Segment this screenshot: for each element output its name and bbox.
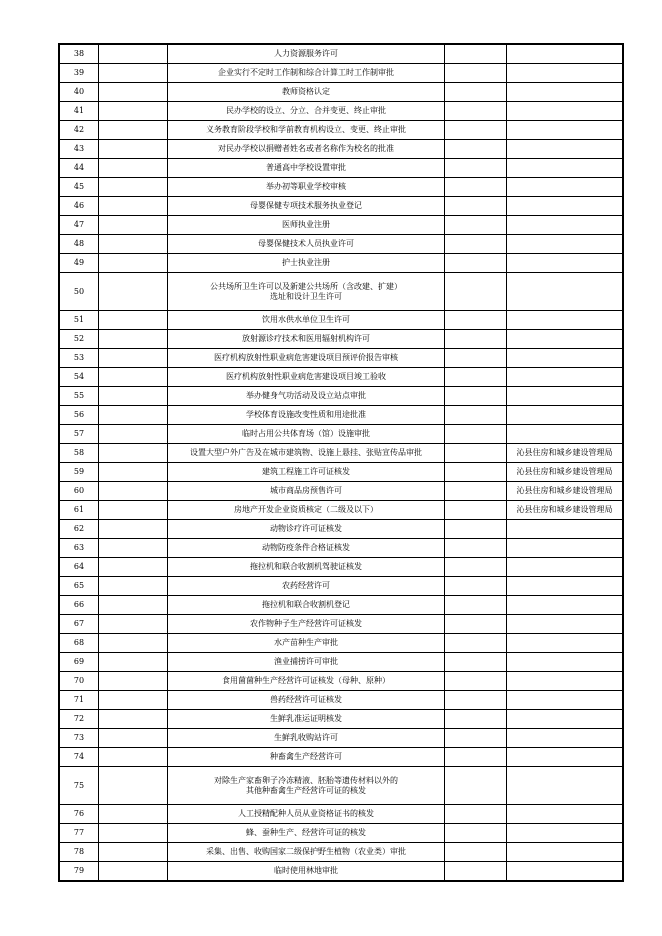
item-name-cell	[168, 178, 445, 197]
blank-cell	[99, 406, 168, 425]
approval-items-table	[58, 43, 624, 882]
blank-cell	[99, 672, 168, 691]
department-cell	[507, 368, 624, 387]
blank-cell	[99, 862, 168, 882]
item-name-cell	[168, 501, 445, 520]
department-cell	[507, 653, 624, 672]
item-name-line: 教师资格认定	[282, 87, 330, 96]
row-number: 74	[59, 748, 99, 767]
blank-cell	[99, 349, 168, 368]
item-name-cell	[168, 368, 445, 387]
blank-cell	[99, 330, 168, 349]
blank-cell	[445, 235, 507, 254]
table-row	[59, 349, 623, 368]
item-name-line: 人工授精配种人员从业资格证书的核发	[238, 809, 374, 818]
blank-cell	[99, 748, 168, 767]
item-name-line: 临时占用公共体育场（馆）设施审批	[242, 429, 370, 438]
blank-cell	[445, 767, 507, 805]
item-name-line: 农作物种子生产经营许可证核发	[250, 619, 362, 628]
row-number: 40	[59, 83, 99, 102]
row-number: 57	[59, 425, 99, 444]
table-row	[59, 463, 623, 482]
blank-cell	[99, 44, 168, 64]
table-row	[59, 710, 623, 729]
item-name-line: 民办学校的设立、分立、合并变更、终止审批	[226, 106, 386, 115]
item-name-line: 拖拉机和联合收割机登记	[262, 600, 350, 609]
blank-cell	[445, 83, 507, 102]
department-cell	[507, 805, 624, 824]
item-name-line: 举办初等职业学校审核	[266, 182, 346, 191]
blank-cell	[445, 691, 507, 710]
row-number: 79	[59, 862, 99, 882]
item-name-cell	[168, 140, 445, 159]
blank-cell	[99, 216, 168, 235]
item-name-cell	[168, 159, 445, 178]
row-number: 66	[59, 596, 99, 615]
item-name-line: 公共场所卫生许可以及新建公共场所（含改建、扩建）	[210, 281, 402, 291]
department-cell	[507, 254, 624, 273]
row-number: 53	[59, 349, 99, 368]
blank-cell	[445, 520, 507, 539]
table-row	[59, 311, 623, 330]
table-row	[59, 368, 623, 387]
blank-cell	[99, 653, 168, 672]
table-row	[59, 387, 623, 406]
row-number: 50	[59, 273, 99, 311]
department-cell	[507, 862, 624, 882]
table-row	[59, 520, 623, 539]
department-cell	[507, 197, 624, 216]
row-number: 49	[59, 254, 99, 273]
row-number: 54	[59, 368, 99, 387]
row-number: 46	[59, 197, 99, 216]
blank-cell	[445, 44, 507, 64]
department-cell	[507, 216, 624, 235]
item-name-line: 拖拉机和联合收割机驾驶证核发	[250, 562, 362, 571]
item-name-line: 蜂、蚕种生产、经营许可证的核发	[246, 828, 366, 837]
blank-cell	[99, 425, 168, 444]
table-row	[59, 254, 623, 273]
table-row	[59, 539, 623, 558]
blank-cell	[99, 444, 168, 463]
table-row	[59, 862, 623, 882]
row-number: 69	[59, 653, 99, 672]
blank-cell	[445, 577, 507, 596]
item-name-line: 学校体育设施改变性质和用途批准	[246, 410, 366, 419]
row-number: 61	[59, 501, 99, 520]
blank-cell	[99, 463, 168, 482]
table-row	[59, 140, 623, 159]
blank-cell	[99, 102, 168, 121]
blank-cell	[99, 805, 168, 824]
department-cell	[507, 824, 624, 843]
department-cell	[507, 767, 624, 805]
blank-cell	[445, 273, 507, 311]
table-row	[59, 748, 623, 767]
blank-cell	[99, 501, 168, 520]
table-row	[59, 102, 623, 121]
item-name-line: 医疗机构放射性职业病危害建设项目竣工验收	[226, 372, 386, 381]
row-number: 73	[59, 729, 99, 748]
item-name-cell	[168, 273, 445, 311]
blank-cell	[445, 558, 507, 577]
row-number: 76	[59, 805, 99, 824]
table-row	[59, 501, 623, 520]
row-number: 41	[59, 102, 99, 121]
item-name-line: 设置大型户外广告及在城市建筑物、设施上悬挂、张贴宣传品审批	[190, 448, 422, 457]
table-row	[59, 197, 623, 216]
blank-cell	[99, 482, 168, 501]
department-cell	[507, 615, 624, 634]
table-row	[59, 406, 623, 425]
blank-cell	[99, 64, 168, 83]
blank-cell	[99, 520, 168, 539]
department-cell	[507, 159, 624, 178]
blank-cell	[99, 767, 168, 805]
row-number: 65	[59, 577, 99, 596]
row-number: 55	[59, 387, 99, 406]
blank-cell	[99, 254, 168, 273]
item-name-cell	[168, 102, 445, 121]
table-row	[59, 216, 623, 235]
blank-cell	[445, 216, 507, 235]
item-name-cell	[168, 216, 445, 235]
blank-cell	[99, 558, 168, 577]
row-number: 59	[59, 463, 99, 482]
item-name-line: 房地产开发企业资质核定（二级及以下）	[234, 505, 378, 514]
item-name-line: 动物诊疗许可证核发	[270, 524, 342, 533]
item-name-line: 对民办学校以捐赠者姓名或者名称作为校名的批准	[218, 144, 394, 153]
blank-cell	[99, 710, 168, 729]
row-number: 56	[59, 406, 99, 425]
item-name-cell	[168, 767, 445, 805]
item-name-cell	[168, 330, 445, 349]
blank-cell	[445, 121, 507, 140]
table-row	[59, 634, 623, 653]
table-row	[59, 64, 623, 83]
blank-cell	[99, 140, 168, 159]
table-row	[59, 767, 623, 805]
blank-cell	[445, 824, 507, 843]
department-cell: 沁县住房和城乡建设管理局	[507, 501, 624, 520]
item-name-line: 城市商品房预售许可	[270, 486, 342, 495]
item-name-line: 生鲜乳收购站许可	[274, 733, 338, 742]
row-number: 60	[59, 482, 99, 501]
item-name-line: 企业实行不定时工作制和综合计算工时工作制审批	[218, 68, 394, 77]
item-name-cell	[168, 653, 445, 672]
department-cell	[507, 520, 624, 539]
row-number: 63	[59, 539, 99, 558]
department-cell	[507, 406, 624, 425]
department-cell	[507, 44, 624, 64]
blank-cell	[99, 615, 168, 634]
blank-cell	[445, 178, 507, 197]
table-row	[59, 805, 623, 824]
blank-cell	[99, 311, 168, 330]
item-name-cell	[168, 254, 445, 273]
table-row	[59, 44, 623, 64]
blank-cell	[445, 102, 507, 121]
blank-cell	[99, 596, 168, 615]
blank-cell	[445, 330, 507, 349]
item-name-line: 其他种畜禽生产经营许可证的核发	[246, 785, 366, 795]
item-name-line: 母婴保健专项技术服务执业登记	[250, 201, 362, 210]
blank-cell	[445, 406, 507, 425]
row-number: 70	[59, 672, 99, 691]
department-cell	[507, 64, 624, 83]
row-number: 62	[59, 520, 99, 539]
blank-cell	[99, 843, 168, 862]
department-cell: 沁县住房和城乡建设管理局	[507, 463, 624, 482]
item-name-cell	[168, 425, 445, 444]
blank-cell	[445, 862, 507, 882]
item-name-line: 生鲜乳准运证明核发	[270, 714, 342, 723]
item-name-cell	[168, 539, 445, 558]
row-number: 42	[59, 121, 99, 140]
item-name-cell	[168, 235, 445, 254]
department-cell	[507, 140, 624, 159]
item-name-line: 采集、出售、收购国家二级保护野生植物（农业类）审批	[206, 847, 406, 856]
department-cell	[507, 83, 624, 102]
department-cell	[507, 634, 624, 653]
table-row	[59, 482, 623, 501]
blank-cell	[445, 64, 507, 83]
item-name-cell	[168, 577, 445, 596]
item-name-line: 农药经营许可	[282, 581, 330, 590]
table-row	[59, 596, 623, 615]
department-cell	[507, 178, 624, 197]
table-row	[59, 653, 623, 672]
blank-cell	[445, 539, 507, 558]
item-name-cell	[168, 748, 445, 767]
item-name-cell	[168, 83, 445, 102]
item-name-line: 人力资源服务许可	[274, 49, 338, 58]
table-row	[59, 691, 623, 710]
item-name-line: 选址和设计卫生许可	[270, 291, 342, 301]
table-row	[59, 83, 623, 102]
item-name-cell	[168, 843, 445, 862]
table-row	[59, 558, 623, 577]
blank-cell	[445, 349, 507, 368]
department-cell	[507, 539, 624, 558]
blank-cell	[445, 748, 507, 767]
row-number: 45	[59, 178, 99, 197]
blank-cell	[445, 444, 507, 463]
item-name-line: 举办健身气功活动及设立站点审批	[246, 391, 366, 400]
row-number: 72	[59, 710, 99, 729]
row-number: 47	[59, 216, 99, 235]
department-cell	[507, 425, 624, 444]
department-cell	[507, 672, 624, 691]
department-cell	[507, 710, 624, 729]
row-number: 75	[59, 767, 99, 805]
blank-cell	[99, 729, 168, 748]
item-name-cell	[168, 387, 445, 406]
table-row	[59, 729, 623, 748]
table-row	[59, 330, 623, 349]
table-row	[59, 235, 623, 254]
item-name-cell	[168, 672, 445, 691]
item-name-cell	[168, 520, 445, 539]
department-cell	[507, 235, 624, 254]
item-name-cell	[168, 596, 445, 615]
item-name-cell	[168, 444, 445, 463]
item-name-cell	[168, 463, 445, 482]
row-number: 44	[59, 159, 99, 178]
item-name-line: 医疗机构放射性职业病危害建设项目预评价报告审核	[214, 353, 398, 362]
blank-cell	[99, 634, 168, 653]
blank-cell	[99, 83, 168, 102]
blank-cell	[99, 121, 168, 140]
table-row	[59, 672, 623, 691]
item-name-cell	[168, 729, 445, 748]
item-name-cell	[168, 634, 445, 653]
department-cell	[507, 102, 624, 121]
table-row	[59, 121, 623, 140]
table-row	[59, 425, 623, 444]
item-name-cell	[168, 482, 445, 501]
blank-cell	[445, 710, 507, 729]
blank-cell	[99, 159, 168, 178]
table-body	[59, 44, 623, 881]
blank-cell	[445, 672, 507, 691]
item-name-line: 临时使用林地审批	[274, 866, 338, 875]
item-name-cell	[168, 862, 445, 882]
table-row	[59, 444, 623, 463]
blank-cell	[445, 596, 507, 615]
table-row	[59, 824, 623, 843]
item-name-cell	[168, 197, 445, 216]
item-name-line: 建筑工程施工许可证核发	[262, 467, 350, 476]
row-number: 68	[59, 634, 99, 653]
item-name-cell	[168, 64, 445, 83]
row-number: 78	[59, 843, 99, 862]
item-name-cell	[168, 710, 445, 729]
blank-cell	[99, 235, 168, 254]
table-row	[59, 159, 623, 178]
blank-cell	[445, 482, 507, 501]
item-name-line: 动物防疫条件合格证核发	[262, 543, 350, 552]
item-name-line: 护士执业注册	[282, 258, 330, 267]
item-name-cell	[168, 121, 445, 140]
department-cell	[507, 729, 624, 748]
department-cell	[507, 387, 624, 406]
item-name-line: 医师执业注册	[282, 220, 330, 229]
item-name-cell	[168, 824, 445, 843]
item-name-line: 放射源诊疗技术和医用辐射机构许可	[242, 334, 370, 343]
department-cell	[507, 311, 624, 330]
table-row	[59, 843, 623, 862]
item-name-line: 兽药经营许可证核发	[270, 695, 342, 704]
department-cell: 沁县住房和城乡建设管理局	[507, 482, 624, 501]
department-cell	[507, 558, 624, 577]
department-cell	[507, 121, 624, 140]
blank-cell	[99, 539, 168, 558]
blank-cell	[99, 824, 168, 843]
row-number: 77	[59, 824, 99, 843]
item-name-cell	[168, 558, 445, 577]
table-row	[59, 178, 623, 197]
blank-cell	[445, 501, 507, 520]
blank-cell	[99, 178, 168, 197]
item-name-line: 种畜禽生产经营许可	[270, 752, 342, 761]
blank-cell	[445, 805, 507, 824]
department-cell	[507, 330, 624, 349]
department-cell	[507, 691, 624, 710]
blank-cell	[445, 368, 507, 387]
department-cell	[507, 748, 624, 767]
department-cell	[507, 349, 624, 368]
item-name-cell	[168, 691, 445, 710]
item-name-cell	[168, 805, 445, 824]
row-number: 67	[59, 615, 99, 634]
row-number: 52	[59, 330, 99, 349]
blank-cell	[99, 691, 168, 710]
row-number: 38	[59, 44, 99, 64]
table-row	[59, 615, 623, 634]
table-row	[59, 577, 623, 596]
item-name-cell	[168, 406, 445, 425]
blank-cell	[445, 615, 507, 634]
item-name-cell	[168, 44, 445, 64]
table-row	[59, 273, 623, 311]
department-cell	[507, 843, 624, 862]
item-name-line: 对除生产家畜卵子冷冻精液、胚胎等遗传材料以外的	[214, 775, 398, 785]
item-name-line: 普通高中学校设置审批	[266, 163, 346, 172]
item-name-line: 义务教育阶段学校和学前教育机构设立、变更、终止审批	[206, 125, 406, 134]
blank-cell	[99, 387, 168, 406]
blank-cell	[99, 197, 168, 216]
blank-cell	[99, 368, 168, 387]
item-name-line: 食用菌菌种生产经营许可证核发（母种、原种）	[222, 676, 390, 685]
department-cell: 沁县住房和城乡建设管理局	[507, 444, 624, 463]
item-name-cell	[168, 311, 445, 330]
department-cell	[507, 273, 624, 311]
department-cell	[507, 577, 624, 596]
item-name-line: 饮用水供水单位卫生许可	[262, 315, 350, 324]
blank-cell	[445, 425, 507, 444]
item-name-line: 水产苗种生产审批	[274, 638, 338, 647]
blank-cell	[99, 273, 168, 311]
blank-cell	[445, 463, 507, 482]
blank-cell	[445, 254, 507, 273]
blank-cell	[99, 577, 168, 596]
row-number: 39	[59, 64, 99, 83]
blank-cell	[445, 653, 507, 672]
item-name-cell	[168, 615, 445, 634]
blank-cell	[445, 843, 507, 862]
row-number: 71	[59, 691, 99, 710]
row-number: 43	[59, 140, 99, 159]
row-number: 48	[59, 235, 99, 254]
blank-cell	[445, 387, 507, 406]
item-name-line: 渔业捕捞许可审批	[274, 657, 338, 666]
blank-cell	[445, 140, 507, 159]
blank-cell	[445, 729, 507, 748]
item-name-line: 母婴保健技术人员执业许可	[258, 239, 354, 248]
row-number: 58	[59, 444, 99, 463]
item-name-cell	[168, 349, 445, 368]
row-number: 64	[59, 558, 99, 577]
blank-cell	[445, 311, 507, 330]
blank-cell	[445, 159, 507, 178]
row-number: 51	[59, 311, 99, 330]
department-cell	[507, 596, 624, 615]
blank-cell	[445, 634, 507, 653]
blank-cell	[445, 197, 507, 216]
